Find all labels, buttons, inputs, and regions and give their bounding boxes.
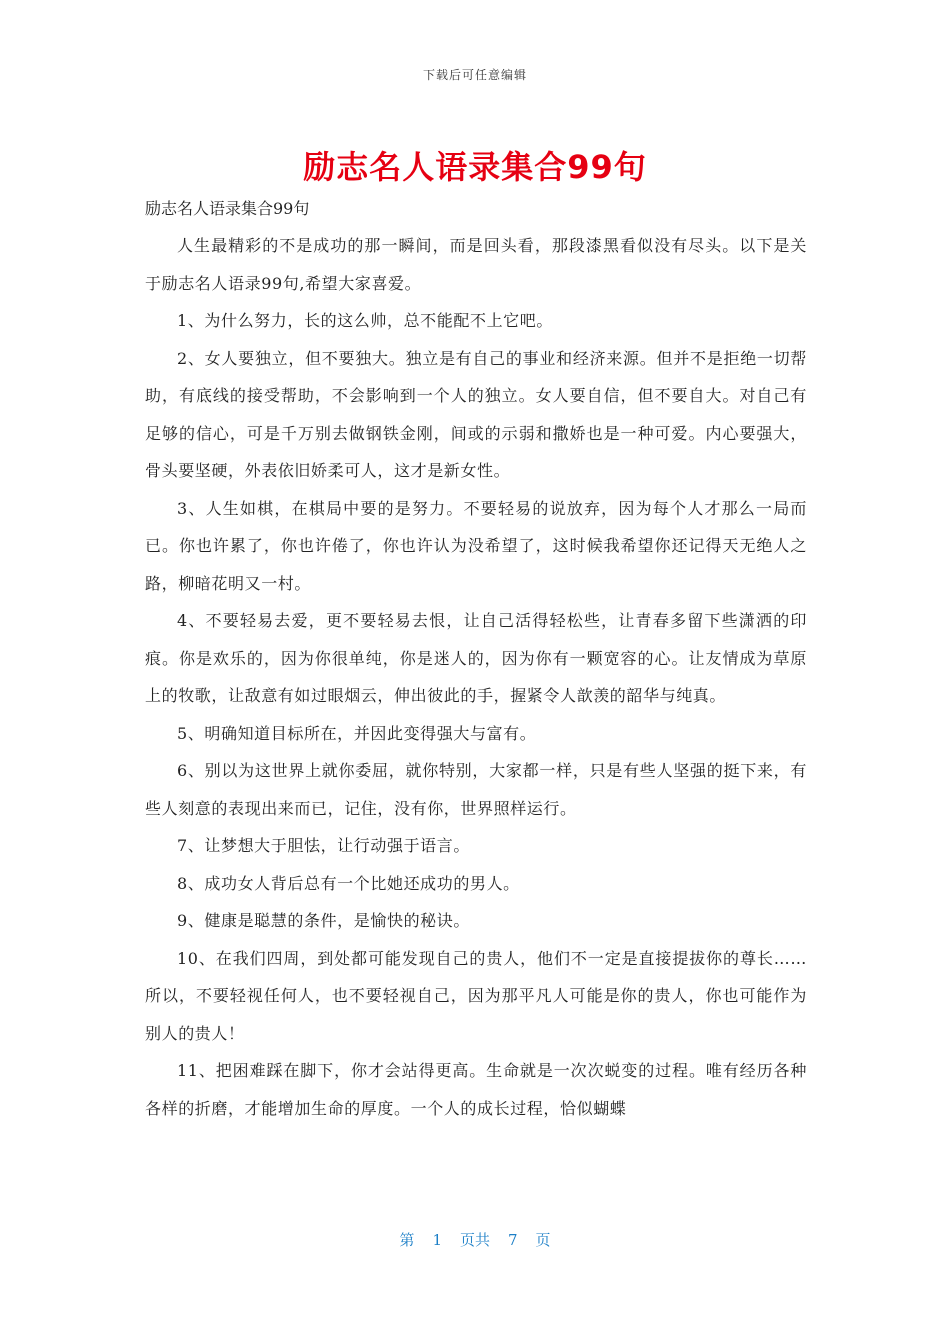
- paragraph-quote-8: 8、成功女人背后总有一个比她还成功的男人。: [177, 873, 520, 893]
- paragraph-quote-7: 7、让梦想大于胆怯，让行动强于语言。: [177, 836, 470, 855]
- footer-suffix: 页: [535, 1231, 551, 1249]
- paragraph-quote-1: 1、为什么努力，长的这么帅，总不能配不上它吧。: [177, 311, 553, 330]
- paragraph-quote-9: 9、健康是聪慧的条件，是愉快的秘诀。: [177, 911, 470, 930]
- paragraph-quote-10: 10、在我们四周，到处都可能发现自己的贵人，他们不一定是直接提拔你的尊长……所以，不要轻视任何人，也不要轻视自己，因为那平凡人可能是你的贵人，你也可能作为别人的贵人！: [145, 948, 807, 1043]
- document-body: [145, 190, 807, 1127]
- paragraph-quote-5: 5、明确知道目标所在，并因此变得强大与富有。: [177, 723, 537, 743]
- paragraph-quote-4: 4、不要轻易去爱，更不要轻易去恨，让自己活得轻松些，让青春多留下些潇洒的印痕。你是欢乐的，因为你很单纯，你是迷人的，因为你有一颗宽容的心。让友情成为草原上的牧歌，让敌意有如过眼烟云，伸出彼此的手，握紧令人歆羡的韶华与纯真。: [145, 611, 807, 705]
- paragraph-quote-11: 11、把困难踩在脚下，你才会站得更高。生命就是一次次蜕变的过程。唯有经历各种各样的折磨，才能增加生命的厚度。一个人的成长过程，恰似蝴蝶: [145, 1061, 807, 1118]
- footer-total-pages: 7: [508, 1231, 518, 1249]
- page-footer: [0, 1229, 950, 1250]
- document-subtitle: 励志名人语录集合99句: [145, 199, 310, 218]
- paragraph-intro: 人生最精彩的不是成功的那一瞬间，而是回头看，那段漆黑看似没有尽头。以下是关于励志名人语录99句,希望大家喜爱。: [145, 236, 807, 293]
- header-note: 下载后可任意编辑: [422, 68, 527, 82]
- footer-prefix: 第: [399, 1231, 415, 1249]
- paragraph-quote-6: 6、别以为这世界上就你委屈，就你特别，大家都一样，只是有些人坚强的挺下来，有些人刻意的表现出来而已，记住，没有你，世界照样运行。: [145, 761, 807, 818]
- paragraph-quote-2: 2、女人要独立，但不要独大。独立是有自己的事业和经济来源。但并不是拒绝一切帮助，有底线的接受帮助，不会影响到一个人的独立。女人要自信，但不要自大。对自己有足够的信心，可是千万别去做钢铁金刚，间或的示弱和撒娇也是一种可爱。内心要强大，骨头要坚硬，外表依旧娇柔可人，这才是新女性。: [145, 348, 807, 480]
- paragraph-quote-3: 3、人生如棋，在棋局中要的是努力。不要轻易的说放弃，因为每个人才那么一局而已。你也许累了，你也许倦了，你也许认为没希望了，这时候我希望你还记得天无绝人之路，柳暗花明又一村。: [145, 498, 807, 593]
- footer-page-number: 1: [432, 1231, 442, 1249]
- document-title: 励志名人语录集合99句: [303, 148, 647, 186]
- footer-middle: 页共: [459, 1231, 490, 1249]
